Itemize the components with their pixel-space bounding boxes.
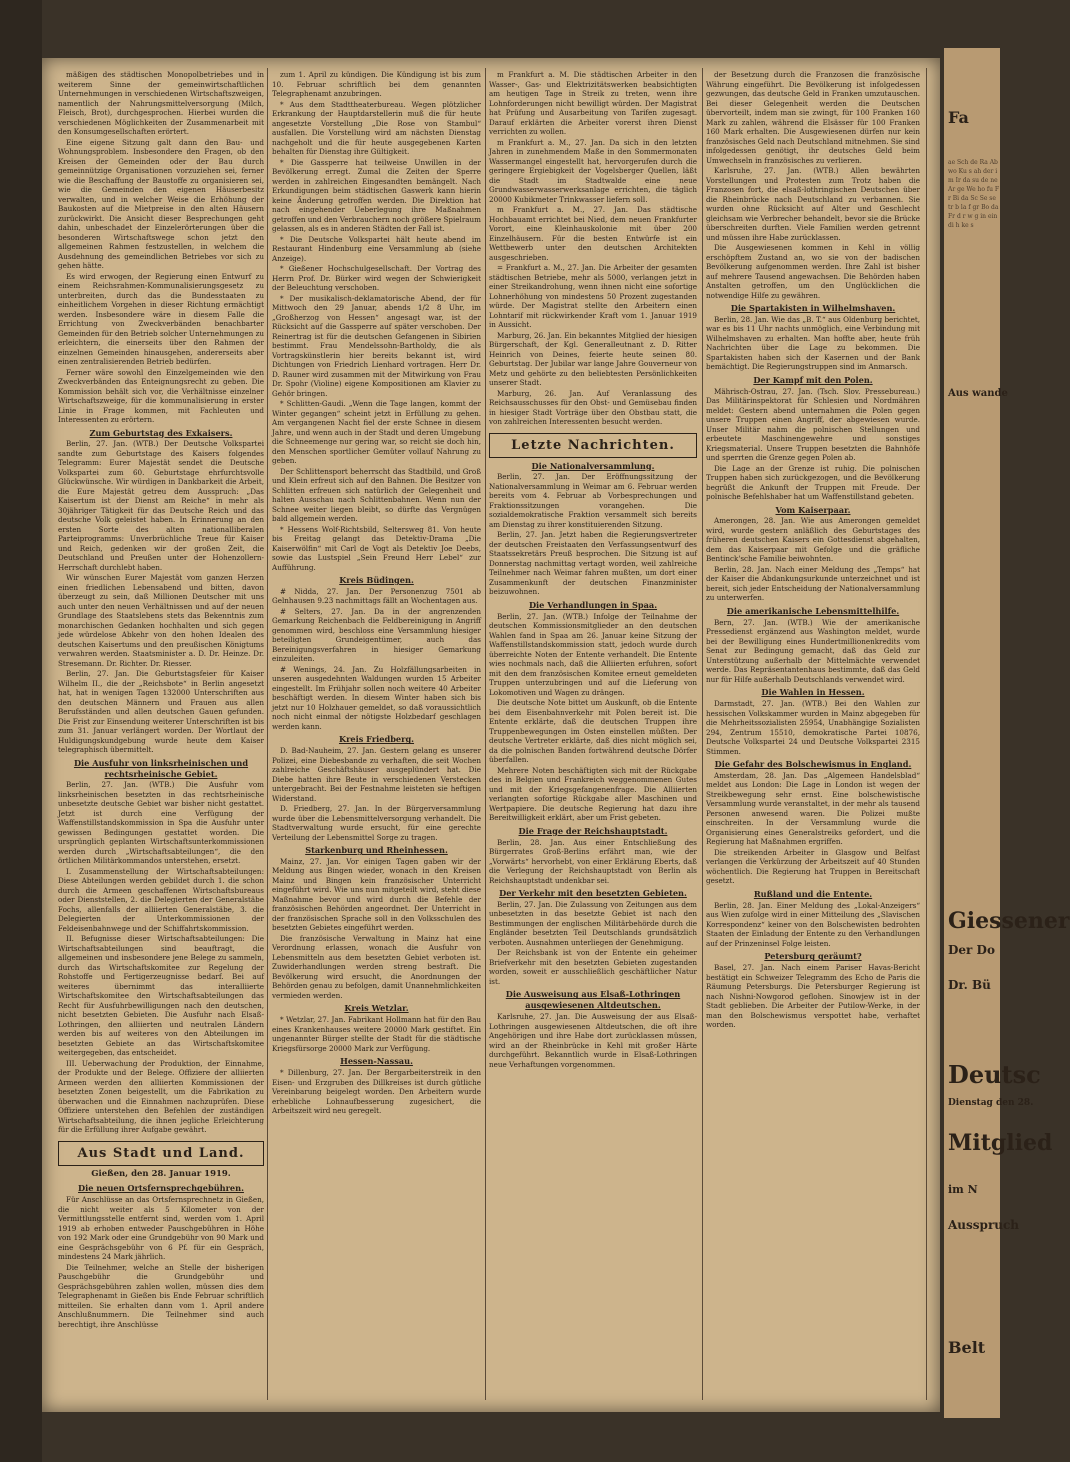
article-paragraph: Basel, 27. Jan. Nach einem Pariser Havas-Bericht bestätigt ein Schweizer Telegramm des Echo de Paris die Räumung Petersburgs. Die Petersburger Regierung ist nach Nishni-Nowgorod geflohen. Sinowjew ist in der Stadt geblieben. Die Arbeiter der Putilow-Werke, in der man den Bolschewismus verspottet habe, verhaftet worden. — [706, 963, 920, 1030]
adjacent-ad-heading: Deutsc — [948, 1060, 1041, 1089]
article-paragraph: Wir wünschen Eurer Majestät vom ganzen Herzen einen friedlichen Lebensabend und bitten, davon überzeugt zu sein, daß Millionen Deutscher mit uns auch unter den neuen Verhältnissen und auf der neuen Grundlage des Staatslebens stets das Bekenntnis zum monarchischen Gedanken hochhalten und sich gegen jede würdelose Abkehr von den hohen Idealen des deutschen Kaisertums und den preußischen Königtums verwahren werden. Staatsminister a. D. Dr. Heinze. Dr. Stresemann. Dr. Richter. Dr. Riesser. — [58, 573, 264, 668]
adjacent-heading: Fa — [948, 108, 969, 127]
article-paragraph: Berlin, 27. Jan. (WTB.) Infolge der Teilnahme der deutschen Kommissionsmitglieder an den deutschen Wahlen fand in Spaa am 26. Januar keine Sitzung der Waffenstillstandskommission statt, jedoch wurde durch überreichte Noten der Entente verhandelt. Die Entente wies nochmals nach, daß die Alliierten erfuhren, sofort mit den dem französischen Komitee erneut gemeldeten Truppen unterzubringen und auf die Lieferung von Lokomotiven und Wagen zu drängen. — [489, 611, 697, 697]
article-paragraph: III. Ueberwachung der Produktion, der Einnahme, der Produkte und der Belege. Offiziere der alliierten Armeen werden den alliierten Kommissionen der besetzten Zonen beigestellt, um die Fabrikation zu überwachen und die Einnahmen nachzuprüfen. Diese Offiziere unterstehen den Befehlen der zuständigen Wirtschaftsabteilung, die ihnen jegliche Erleichterung für die Erfüllung ihrer Aufgabe gewährt. — [58, 1058, 264, 1135]
article-paragraph: zum 1. April zu kündigen. Die Kündigung ist bis zum 10. Februar schriftlich bei dem genannten Telegraphenamt anzubringen. — [272, 70, 481, 98]
article-paragraph: m Frankfurt a. M., 27. Jan. Da sich in den letzten Jahren in zunehmendem Maße in den Sommermonaten Wassermangel eingestellt hat, hervorgerufen durch die geringere Ergiebigkeit der Vogelsberger Quellen, läßt die Stadt im Stadtwalde eine neue Grundwasserwasserwerksanlage errichten, die täglich 20000 Kubikmeter Trinkwasser liefern soll. — [489, 137, 697, 204]
column-4 — [706, 70, 920, 1398]
article-paragraph: * Schlitten-Gaudi. „Wenn die Tage langen, kommt der Winter gegangen“ scheint jetzt in Erfüllung zu gehen. Am vergangenen Nacht fiel der erste Schnee in diesem Jahre, und wenn auch in der Stadt und deren Umgebung die Schneemenge nur gering war, so reicht sie doch hin, den Menschen sportlicher Gemüter vollauf Nahrung zu geben. — [272, 399, 481, 465]
article-paragraph: Für Anschlüsse an das Ortsfernsprechnetz in Gießen, die nicht weiter als 5 Kilometer von der Vermittlungsstelle entfernt sind, werden vom 1. April 1919 ab erhoben entweder Pauschgebühren in Höhe von 192 Mark oder eine Grundgebühr von 90 Mark und eine Gesprächsgebühr von 6 Pf. für ein Gespräch, mindestens 24 Mark jährlich. — [58, 1195, 264, 1262]
headline-russland: Rußland und die Entente. — [753, 888, 873, 899]
headline-polen: Der Kampf mit den Polen. — [753, 374, 873, 385]
adjacent-ad-text: im N — [948, 1183, 978, 1196]
article-paragraph: Berlin, 27. Jan. Jetzt haben die Regierungsvertreter der deutschen Freistaaten den Verfassungsentwurf des Staatssekretärs Preuß besprochen. Die Sitzung ist auf Donnerstag nachmittag vertagt worden, weil zahlreiche Teilnehmer nach Weimar fahren mußten, um dort einer Zusammenkunft der deutschen Finanzminister beizuwohnen. — [489, 530, 697, 597]
article-paragraph: * Der musikalisch-deklamatorische Abend, der für Mittwoch den 29 Januar, abends 1/2 8 Uhr, im „Großherzog von Hessen“ angesagt war, ist der Rücksicht auf die Gassperre auf später verschoben. Der Reinertrag ist für die deutschen Gefangenen in Sibirien bestimmt. Frau Mendelssohn-Bartholdy, die als Vortragskünstlerin hier bereits bekannt ist, wird Dichtungen von Friedrich Lienhard vortragen. Herr Dr. D. Rauner wird zusammen mit der Mitwirkung von Frau Dr. Spohr (Violine) eigene Kompositionen am Klavier zu Gehör bringen. — [272, 293, 481, 398]
article-paragraph: Amerongen, 28. Jan. Wie aus Amerongen gemeldet wird, wurde gestern anläßlich des Geburtstages des früheren deutschen Kaisers ein Gottesdienst abgehalten, dem das Kaiserpaar mit Gefolge und die gräfliche Bentinck'sche Familie beiwohnten. — [706, 516, 920, 564]
article-paragraph: Berlin, 27. Jan. Die Zulassung von Zeitungen aus dem unbesetzten in das besetzte Gebiet ist nach den Bestimmungen der englischen Militärbehörde durch die Engländer besetzten Teil Deutschlands grundsätzlich verboten. Ausnahmen unterliegen der Genehmigung. — [489, 899, 697, 947]
headline-spartakisten: Die Spartakisten in Wilhelmshaven. — [730, 303, 896, 313]
column-rule — [485, 68, 486, 1400]
article-paragraph: Eine eigene Sitzung galt dann den Bau- und Wohnungsproblem. Insbesondere den Fragen, ob den Kreisen der Gemeinden oder der Bau durch gemeinnützige Organisationen vorzuziehen sei, ferner wie die Beschaffung der Baustoffe zu organisieren sei, wie die Gemeinden den eigenen Häuserbesitz verwalten, und in welcher Weise die Erhöhung der Baukosten auf die Mietpreise in den alten Häusern zurückwirkt. Die Ansicht dieser Besprechungen geht dahin, unbeschadet der Einzelerörterungen über die besonderen Wirtschaftswege schon jetzt den allgemeinen Rahmen festzustellen, in welchem die Ausdehnung des gemeindlichen Betriebes vor sich zu gehen hätte. — [58, 137, 264, 270]
headline-nationalversammlung: Die Nationalversammlung. — [531, 460, 655, 471]
article-paragraph: Der Reichsbank ist von der Entente ein geheimer Briefverkehr mit den besetzten Gebieten zugestanden worden, soweit er ausschließlich geschäftlicher Natur ist. — [489, 948, 697, 986]
article-paragraph: Marburg, 26. Jan. Auf Veranlassung des Reichsausschusses für den Obst- und Gemüsebau finden in hiesiger Stadt Vorträge über den Obstbau statt, die von zahlreichen Interessenten besucht werden. — [489, 388, 697, 426]
section-header-stadt-land: Aus Stadt und Land. — [58, 1141, 264, 1166]
article-paragraph: Der Schlittensport beherrscht das Stadtbild, und Groß und Klein erfreut sich auf den Bahnen. Die Besitzer von Schlitten erfreuen sich natürlich der Gelegenheit und halten Ausschau nach Schlittenbahnen. Wenn nun der Schnee weiter liegen bleibt, so dürfte das Vergnügen bald allgemein werden. — [272, 466, 481, 523]
article-paragraph: * Hessens Wolf-Richtsbild, Seltersweg 81. Von heute bis Freitag gelangt das Detektiv-Drama „Die Kaiserwölfin“ mit Carl de Vogt als Detektiv Joe Deebs, sowie das Lustspiel „Sein Freund Herr Lebel“ zur Aufführung. — [272, 524, 481, 572]
article-paragraph: Berlin, 27. Jan. Die Geburtstagsfeier für Kaiser Wilhelm II., die der „Reichsbote“ in Berlin angesetzt hat, hat in wenigen Tagen 132000 Unterschriften aus den deutschen Männern und Frauen aus allen Berufsständen und allen deutschen Gauen gefunden. Die Frist zur Einsendung weiterer Unterschriften ist bis zum 31. Januar verlängert worden. Der Wortlaut der Huldigungskundgebung wurde heute dem Kaiser telegraphisch übermittelt. — [58, 669, 264, 755]
article-paragraph: * Aus dem Stadttheaterbureau. Wegen plötzlicher Erkrankung der Hauptdarstellerin muß die für heute angesetzte Vorstellung „Die Rose von Stambul“ ausfallen. Die Vorstellung wird am nächsten Dienstag nachgeholt und die für heute ausgegebenen Karten behalten für Dienstag ihre Gültigkeit. — [272, 99, 481, 156]
article-paragraph: D. Bad-Nauheim, 27. Jan. Gestern gelang es unserer Polizei, eine Diebesbande zu verhaften, die seit Wochen zahlreiche Geschäftshäuser ausgeplündert hat. Die Diebe hatten ihre Beute in verschiedenen Verstecken untergebracht. Bei der Festnahme leisteten sie heftigen Widerstand. — [272, 746, 481, 803]
adjacent-ad-text: Ausspruch — [948, 1218, 1020, 1232]
headline-kreis-buedingen: Kreis Büdingen. — [339, 575, 414, 585]
column-rule — [926, 68, 927, 1400]
adjacent-ad-heading: Giessener — [948, 908, 1070, 934]
adjacent-ad-text: Dienstag den 28. — [948, 1098, 1034, 1108]
article-paragraph: Die Teilnehmer, welche an Stelle der bisherigen Pauschgebühr die Grundgebühr und Gesprächsgebühren zahlen wollen, müssen dies dem Telegraphenamt in Gießen bis Ende Februar schriftlich mitteilen. Sie erhalten dann vom 1. April andere Anschlußnummern. Die Teilnehmer sind auch berechtigt, ihre Anschlüsse — [58, 1262, 264, 1329]
article-paragraph: Die französische Verwaltung in Mainz hat eine Verordnung erlassen, wonach die Ausfuhr von Lebensmitteln aus dem besetzten Gebiet verboten ist. Zuwiderhandlungen werden streng bestraft. Die Bevölkerung wird ersucht, die Anordnungen der Behörden genau zu befolgen, damit Unannehmlichkeiten vermieden werden. — [272, 933, 481, 1000]
article-paragraph: Marburg, 26. Jan. Ein bekanntes Mitglied der hiesigen Bürgerschaft, der Kgl. Generalleutnant z. D. Ritter Heinrich von Deines, feierte heute seinen 80. Geburtstag. Der Jubilar war lange Jahre Gouverneur von Metz und gehörte zu den beliebtesten Persönlichkeiten unserer Stadt. — [489, 330, 697, 387]
headline-ausfuhr: Die Ausfuhr von linksrheinischen und rechtsrheinische Gebiet. — [73, 757, 249, 779]
article-paragraph: # Wenings, 24. Jan. Zu Holzfällungsarbeiten in unseren ausgedehnten Waldungen wurden 15 Arbeiter eingestellt. Im Frühjahr sollen noch weitere 40 Arbeiter beschäftigt werden. In diesem Winter haben sich bis jetzt nur 10 Holzhauer gemeldet, so daß voraussichtlich noch nicht einmal der nötigste Holzbedarf geschlagen werden kann. — [272, 664, 481, 731]
article-paragraph: Mehrere Noten beschäftigten sich mit der Rückgabe des in Belgien und Frankreich weggenommenen Gutes und mit der Kriegsgefangenenfrage. Die Alliierten verlangten sofortige Rückgabe aller Maschinen und Wertpapiere. Die deutsche Regierung hat dazu ihre Bereitwilligkeit erklärt, aber um Frist gebeten. — [489, 765, 697, 823]
headline-spaa: Die Verhandlungen in Spaa. — [528, 599, 658, 610]
article-paragraph: = Frankfurt a. M., 27. Jan. Die Arbeiter der gesamten städtischen Betriebe, mehr als 5000, verlangen jetzt in einer Streikandrohung, wenn ihnen nicht eine sofortige Lohnerhöhung von mindestens 50 Prozent zugestanden würde. Der Magistrat stellte den Arbeitern einen Lohntarif mit rückwirkender Kraft vom 1. Januar 1919 in Aussicht. — [489, 263, 697, 329]
article-paragraph: Mainz, 27. Jan. Vor einigen Tagen gaben wir der Meldung aus Bingen wieder, wonach in den Kreisen Mainz und Bingen kein französischer Unterricht eingeführt wird. Wie uns nun mitgeteilt wird, steht diese Maßnahme bevor und wird durch die Befehle der französischen Behörden angeordnet. Der Unterricht in der französischen Sprache soll in den Volksschulen des besetzten Gebietes eingeführt werden. — [272, 856, 481, 933]
headline-verkehr: Der Verkehr mit den besetzten Gebieten. — [499, 888, 687, 899]
article-paragraph: Berlin, 28. Jan. Nach einer Meldung des „Temps“ hat der Kaiser die Abdankungsurkunde unterzeichnet und ist bereit, sich jeder Entscheidung der Nationalversammlung zu unterwerfen. — [706, 564, 920, 603]
article-paragraph: Berlin, 27. Jan. (WTB.) Die Ausfuhr vom linksrheinischen besetzten in das rechtsrheinische unbesetzte deutsche Gebiet war bisher nicht gestattet. Jetzt ist durch eine Verfügung der Waffenstillstandskommission in Spa die Ausfuhr unter gewissen Bedingungen gestattet worden. Die ursprünglich geplanten Wirtschaftsunterkommissionen werden durch „Wirtschaftsabteilungen“, die den örtlichen Militärkommandos unterstehen, ersetzt. — [58, 780, 264, 866]
adjacent-ad-text: Der Do — [948, 943, 995, 957]
article-paragraph: # Selters, 27. Jan. Da in der angrenzenden Gemarkung Reichenbach die Feldbereinigung in Angriff genommen wird, beschloss eine Versammlung hiesiger beteiligten Grundeigentümer, auch das Bereinigungsverfahren in hiesiger Gemarkung einzuleiten. — [272, 606, 481, 664]
left-page-edge — [0, 0, 42, 1462]
article-paragraph: Die Ausgewiesenen kommen in Kehl in völlig erschöpftem Zustand an, wo sie von der badischen Bevölkerung aufgenommen werden. Ihre Zahl ist bisher auf mehrere Tausend angewachsen. Die Behörden haben Anstalten getroffen, um den Unglücklichen die notwendige Hilfe zu gewähren. — [706, 243, 920, 300]
headline-bolschewismus: Die Gefahr des Bolschewismus in England. — [714, 759, 912, 770]
article-paragraph: Karlsruhe, 27. Jan. (WTB.) Allen bewährten Vorstellungen und Protesten zum Trotz haben die Franzosen fort, die elsaß-lothringischen Deutschen über die Rheinbrücke nach Deutschland zu verbannen. Sie wurden ohne Rücksicht auf Alter und Geschlecht gleichsam wie Verbrecher behandelt, bevor sie die Brücke überschreiten durften. Viele Familien werden getrennt und müssen ihre Habe zurücklassen. — [706, 166, 920, 242]
column-3 — [489, 70, 697, 1398]
headline-reichshauptstadt: Die Frage der Reichshauptstadt. — [518, 825, 668, 836]
column-2 — [272, 70, 481, 1398]
article-paragraph: Darmstadt, 27. Jan. (WTB.) Bei den Wahlen zur hessischen Volkskammer wurden in Mainz abgegeben für die Mehrheitssozialisten 25954, Unabhängige Sozialisten 294, Zentrum 15510, demokratische Partei 10876, Deutsche Volkspartei 24 und Deutsche Volkspartei 2315 Stimmen. — [706, 699, 920, 756]
article-paragraph: * Wetzlar, 27. Jan. Fabrikant Hollmann hat für den Bau eines Krankenhauses weitere 20000 Mark gestiftet. Ein ungenannter Bürger stellte der Stadt für die städtische Kriegsfürsorge 20000 Mark zur Verfügung. — [272, 1015, 481, 1053]
article-paragraph: Berlin, 28. Jan. Wie das „B. T.“ aus Oldenburg berichtet, war es bis 11 Uhr nachts unmöglich, eine Verbindung mit Wilhelmshaven zu erhalten. Man hoffte aber, heute früh Nachrichten über die Lage zu bekommen. Die Spartakisten haben sich der Kasernen und der Bank bemächtigt. Die Regierungstruppen sind im Anmarsch. — [706, 314, 920, 372]
article-paragraph: * Die Deutsche Volkspartei hält heute abend im Restaurant Hindenburg eine Versammlung ab (siehe Anzeige). — [272, 234, 481, 263]
article-paragraph: Die streikenden Arbeiter in Glasgow und Belfast verlangen die Verkürzung der Arbeitszeit auf 40 Stunden wöchentlich. Die Regierung hat Truppen in Bereitschaft gesetzt. — [706, 847, 920, 886]
headline-kaiserpaar: Vom Kaiserpaar. — [775, 504, 851, 515]
article-paragraph: Es wird erwogen, der Regierung einen Entwurf zu einem Reichsrahmen-Kommunalisierungsgesetz zu unterbreiten, durch das die Bundesstaaten zu einheitlichem Vorgehen in dieser Richtung ermächtigt werden. Insbesondere wäre in diesem Falle die Errichtung von Zweckverbänden benachbarter Gemeinden für den Betrieb solcher Unternehmungen zu erleichtern, die einerseits über den Rahmen der einzelnen Gemeinden hinausgehen, andererseits aber einen zentralisierenden Betrieb bedürfen. — [58, 271, 264, 366]
article-paragraph: der Besetzung durch die Franzosen die französische Währung eingeführt. Die Bevölkerung ist infolgedessen gezwungen, das deutsche Geld in Franken umzutauschen. Bei dieser Gelegenheit werden die Deutschen übervorteilt, indem man sie zwingt, für 100 Franken 160 Mark zu zahlen, während die Elsässer für 100 Franken 160 Mark erhalten. Die Ausgewiesenen dürfen nur kein französisches Geld nach Deutschland mitnehmen. Sie sind infolgedessen genötigt, ihr deutsches Geld beim Umwechseln in französisches zu verlieren. — [706, 70, 920, 165]
adjacent-text: ae Sch de Ra Ab wo Ku s ah der im Ir da su de ne Ar ge We ho fu Fr Bi da Sc Se se tr b la f gr Bo da Fr d r w g in ein di h ke s — [948, 159, 1000, 229]
headline-elsass: Die Ausweisung aus Elsaß-Lothringen ausgewiesenen Altdeutschen. — [505, 989, 681, 1011]
column-rule — [267, 68, 268, 1400]
article-paragraph: Berlin, 28. Jan. Aus einer Entschließung des Bürgerrates Groß-Berlins erfährt man, wie der „Vorwärts“ hervorhebt, von einer Erklärung Eberts, daß die Verlegung der Reichshauptstadt von Berlin als Reichshauptstadt undenkbar sei. — [489, 837, 697, 885]
section-header-letzte-nachrichten: Letzte Nachrichten. — [489, 433, 697, 458]
article-paragraph: I. Zusammenstellung der Wirtschaftsabteilungen: Diese Abteilungen werden gebildet durch 1. die schon durch die Armeen geschaffenen Wirtschaftsbureaus oder Dienststellen, 2. die Delegierten der Generalstäbe Fochs, allenfalls der alliierten Generalstäbe, 3. die Delegierten der Unterkommissionen der Feldeisenbahnwege und der Schiffahrtskommission. — [58, 866, 264, 933]
article-paragraph: Amsterdam, 28. Jan. Das „Algemeen Handelsblad“ meldet aus London: Die Lage in London ist wegen der Streikbewegung sehr ernst. Eine bolschewistische Versammlung wurde veranstaltet, in der mehr als tausend Personen anwesend waren. Die Polizei mußte einschreiten. In der Versammlung wurde die Organisierung eines Generalstreiks gefordert, und die Regierung hat Maßnahmen ergriffen. — [706, 770, 920, 847]
article-paragraph: mäßigen des städtischen Monopolbetriebes und in weiterem Sinne der gemeinwirtschaftlichen Unternehmungen in verschiedenen Wirtschaftszweigen, namentlich der Nahrungsmittelversorgung (Milch, Fleisch, Brot), durchgesprochen. Hierbei wurden die verschiedenen Möglichkeiten der Zusammenarbeit mit den Konsumgesellschaften erörtert. — [58, 70, 264, 136]
headline-hessen-nassau: Hessen-Nassau. — [340, 1056, 413, 1067]
adjacent-page-fragment — [944, 48, 1070, 1418]
article-paragraph: * Dillenburg, 27. Jan. Der Bergarbeiterstreik in den Eisen- und Erzgruben des Dillkreises ist durch gütliche Vereinbarung beigelegt worden. Den Arbeitern wurde erhebliche Lohnaufbesserung zugesichert, die Arbeitszeit wird neu geregelt. — [272, 1068, 481, 1116]
headline-kreis-friedberg: Kreis Friedberg. — [338, 734, 415, 745]
article-paragraph: # Nidda, 27. Jan. Der Personenzug 7501 ab Gelnhausen 9.23 nachmittags fällt an Wochentagen aus. — [272, 586, 481, 606]
article-paragraph: m Frankfurt a. M. Die städtischen Arbeiter in den Wasser-, Gas- und Elektrizitätswerken beabsichtigten am heutigen Tage in Streik zu treten, wenn ihre Lohnforderungen nicht bewilligt würden. Der Magistrat hat Prüfung und Ausarbeitung von Tarifen zugesagt. Darauf erklärten die Arbeiter vorerst ihren Dienst verrichten zu wollen. — [489, 70, 697, 136]
adjacent-heading: Aus wande — [948, 388, 1008, 399]
newspaper-page — [42, 58, 940, 1412]
article-paragraph: Bern, 27. Jan. (WTB.) Wie der amerikanische Pressedienst ergänzend aus Washington meldet, wurde bei der Bewilligung eines Hundertmillionenkredits vom Senat zur Bedingung gemacht, daß das Geld zur Unterstützung außerhalb der Mittelmächte verwendet werde. Das Repräsentantenhaus bestimmte, daß das Geld nur für Hilfe außerhalb Deutschlands verwendet wird. — [706, 617, 920, 684]
column-rule — [702, 68, 703, 1400]
article-paragraph: * Gießener Hochschulgesellschaft. Der Vortrag des Herrn Prof. Dr. Bürker wird wegen der Schwierigkeit der Beleuchtung verschoben. — [272, 264, 481, 292]
article-paragraph: Karlsruhe, 27. Jan. Die Ausweisung der aus Elsaß-Lothringen ausgewiesenen Altdeutschen, die oft ihre Angehörigen und ihre Habe dort zurücklassen müssen, wird an der Rheinbrücke in Kehl mit großer Härte durchgeführt. Bekanntlich wurde in Elsaß-Lothringen neue Verhaftungen vorgenommen. — [489, 1012, 697, 1069]
article-paragraph: Mährisch-Ostrau, 27. Jan. (Tsch. Slov. Pressebureau.) Das Militärinspektorat für Schlesien und Nordmähren meldet: Gestern abend unternahmen die Polen gegen unsere Truppen einen Angriff, der abgewiesen wurde. Unser Militär nahm die polnischen Stellungen und erbeutete Maschinengewehre und sonstiges Kriegsmaterial. Unsere Truppen besetzten die Bahnhöfe und sperrten die Grenze gegen Polen ab. — [706, 386, 920, 463]
adjacent-ad-heading: Mitglied — [948, 1130, 1053, 1156]
article-paragraph: II. Befugnisse dieser Wirtschaftsabteilungen: Die Wirtschaftsabteilungen sind beauftragt, die allgemeinen und insbesondere jene Belege zu sammeln, durch das Wirtschaftskomitee zur Regelung der Rohstoffe und Fertigerzeugnisse bedarf. Bei auf weiteres übernimmt das interalliierte Wirtschaftskomitee den Wirtschaftsabteilungen das Recht für Ausfuhrbewilligungen nach den deutschen, nicht besetzten Gebieten. Die Ausfuhr nach Elsaß-Lothringen, den alliierten und neutralen Ländern werden bis auf weiteres von den Abteilungen im besetzten Gebiete an das Wirtschaftskomitee weitergegeben, das entscheidet. — [58, 934, 264, 1058]
article-paragraph: Die deutsche Note bittet um Auskunft, ob die Entente bei dem Eisenbahnverkehr mit Polen bereit ist. Die Entente erklärte, daß die deutschen Truppen ihre Truppenbewegungen im Osten einstellen müßten. Der deutsche Vertreter erklärte, daß dies nicht möglich sei, da die polnischen Banden fortwährend deutsche Dörfer überfallen. — [489, 698, 697, 765]
headline-geburtstag: Zum Geburtstag des Exkaisers. — [89, 427, 233, 438]
adjacent-ad-text: Dr. Bü — [948, 978, 991, 992]
article-paragraph: * Die Gassperre hat teilweise Unwillen in der Bevölkerung erregt. Zumal die Zeiten der Sperre werden in zahlreichen Eingesandten bemängelt. Nach Erkundigungen beim städtischen Gaswerk kann hierin keine Änderung getroffen werden. Die Direktion hat nach eingehender Ueberlegung ihre Maßnahmen getroffen und den Verbrauchern noch größere Spielraum gelassen, als es in anderen Städten der Fall ist. — [272, 157, 481, 233]
headline-starkenburg: Starkenburg und Rheinhessen. — [305, 845, 448, 856]
article-paragraph: Berlin, 27. Jan. (WTB.) Der Deutsche Volkspartei sandte zum Geburtstage des Kaisers folgendes Telegramm: Eurer Majestät sendet die Deutsche Volkspartei zum 60. Geburtstage ehrfurchtsvolle Glückwünsche. Wir würdigen in Dankbarkeit die Arbeit, die Eure Majestät getreu dem Ausspruch: „Das Kaisertum ist der Dienst am Reiche“ in mehr als 30jähriger Tätigkeit für das Deutsche Reich und das deutsche Volk geleistet haben. In Erinnerung an den ersten Sorte des alten nationalliberalen Parteiprogramms: Unverbrüchliche Treue für Kaiser und Reich, gedenken wir der großen Zeit, die Deutschland und Preußen unter der Hohenzollern-Herrschaft durchlebt haben. — [58, 439, 264, 572]
article-paragraph: Berlin, 28. Jan. Einer Meldung des „Lokal-Anzeigers“ aus Wien zufolge wird in einer Mitteilung des „Slavischen Korrespondenz“ keiner von den Bolschewisten bedrohten Staaten der Einladung der Entente zu den Verhandlungen auf der Prinzeninsel Folge leisten. — [706, 900, 920, 948]
headline-wahlen-hessen: Die Wahlen in Hessen. — [761, 687, 865, 698]
column-1 — [58, 70, 264, 1398]
adjacent-ad-heading: Belt — [948, 1338, 986, 1357]
headline-lebensmittelhilfe: Die amerikanische Lebensmittelhilfe. — [726, 605, 900, 616]
headline-kreis-wetzlar: Kreis Wetzlar. — [344, 1003, 409, 1014]
headline-ortsfernsprech: Die neuen Ortsfernsprechgebühren. — [78, 1183, 244, 1194]
article-paragraph: Ferner wäre sowohl den Einzelgemeinden wie den Zweckverbänden das Enteignungsrecht zu geben. Die Kommission behält sich vor, die Verhältnisse einzelner Wirtschaftszweige, für die kommunalisierung in erster Linie in Frage kommen, mit Fachleuten und Interessenten zu erörtern. — [58, 367, 264, 424]
article-paragraph: m Frankfurt a. M., 27. Jan. Das städtische Hochbauamt errichtet bei Nied, dem neuen Frankfurter Vorort, eine Kleinhauskolonie mit über 200 Einzelhäusern. Für die besten Entwürfe ist ein Wettbewerb unter den deutschen Architekten ausgeschrieben. — [489, 205, 697, 262]
article-paragraph: Berlin, 27. Jan. Der Eröffnungssitzung der Nationalversammlung in Weimar am 6. Februar werden bereits vom 4. Februar ab Vorbesprechungen und Fraktionssitzungen vorangehen. Die sozialdemokratische Fraktion versammelt sich bereits am Dienstag zu ihrer konstituierenden Sitzung. — [489, 472, 697, 529]
article-paragraph: Die Lage an der Grenze ist ruhig. Die polnischen Truppen haben sich zurückgezogen, und die Bevölkerung begrüßt die Ankunft der Truppen mit Freude. Der polnische Befehlshaber hat um Waffenstillstand gebeten. — [706, 463, 920, 502]
headline-petersburg: Petersburg geräumt? — [764, 951, 862, 962]
section-date: Gießen, den 28. Januar 1919. — [91, 1169, 231, 1180]
article-paragraph: D. Friedberg, 27. Jan. In der Bürgerversammlung wurde über die Lebensmittelversorgung verhandelt. Die Stadtverwaltung wurde ersucht, für eine gerechte Verteilung der Lebensmittel Sorge zu tragen. — [272, 804, 481, 842]
